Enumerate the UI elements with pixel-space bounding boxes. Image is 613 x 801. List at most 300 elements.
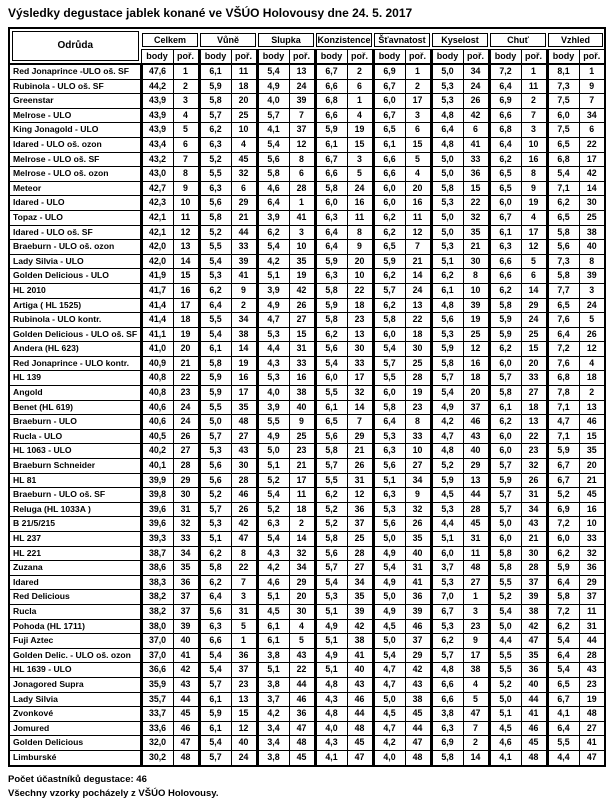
rank-cell: 20 xyxy=(579,459,605,474)
points-cell: 6,0 xyxy=(373,196,405,211)
rank-cell: 44 xyxy=(521,692,547,707)
points-cell: 5,0 xyxy=(431,210,463,225)
rank-cell: 47 xyxy=(463,707,489,722)
points-cell: 6,3 xyxy=(431,721,463,736)
table-row xyxy=(9,371,605,386)
points-cell: 5,5 xyxy=(489,648,521,663)
points-cell: 4,7 xyxy=(373,663,405,678)
variety-name: Golden Delicious - ULO oš. SF xyxy=(9,327,141,342)
rank-cell: 1 xyxy=(521,64,547,79)
rank-cell: 3 xyxy=(231,590,257,605)
rank-cell: 28 xyxy=(173,459,199,474)
points-cell: 5,9 xyxy=(547,561,579,576)
points-cell: 7,5 xyxy=(547,123,579,138)
points-cell: 6,0 xyxy=(373,181,405,196)
points-cell: 6,4 xyxy=(547,721,579,736)
points-cell: 5,0 xyxy=(431,152,463,167)
points-cell: 5,1 xyxy=(489,707,521,722)
rank-cell: 22 xyxy=(347,283,373,298)
points-cell: 7,5 xyxy=(547,94,579,109)
points-cell: 41,1 xyxy=(141,327,173,342)
variety-name: B 21/5/215 xyxy=(9,517,141,532)
points-cell: 5,7 xyxy=(199,502,231,517)
points-cell: 5,4 xyxy=(489,604,521,619)
variety-name: Braeburn - ULO oš. ozon xyxy=(9,240,141,255)
variety-name: Andera (HL 623) xyxy=(9,342,141,357)
points-cell: 6,0 xyxy=(373,327,405,342)
points-cell: 5,0 xyxy=(431,225,463,240)
rank-cell: 17 xyxy=(347,371,373,386)
rank-cell: 34 xyxy=(173,546,199,561)
rank-cell: 13 xyxy=(173,240,199,255)
subheader-points: body xyxy=(315,50,347,65)
rank-cell: 24 xyxy=(405,283,431,298)
points-cell: 5,0 xyxy=(373,692,405,707)
points-cell: 4,9 xyxy=(315,619,347,634)
points-cell: 47,6 xyxy=(141,64,173,79)
rank-cell: 7 xyxy=(579,94,605,109)
rank-cell: 23 xyxy=(347,313,373,328)
rank-cell: 18 xyxy=(347,298,373,313)
rank-cell: 2 xyxy=(289,517,315,532)
points-cell: 7,0 xyxy=(431,590,463,605)
table-row xyxy=(9,575,605,590)
rank-cell: 1 xyxy=(231,634,257,649)
table-row xyxy=(9,604,605,619)
table-row xyxy=(9,240,605,255)
points-cell: 4,6 xyxy=(489,736,521,751)
points-cell: 4,1 xyxy=(257,123,289,138)
rank-cell: 29 xyxy=(405,648,431,663)
points-cell: 4,9 xyxy=(257,429,289,444)
rank-cell: 35 xyxy=(173,561,199,576)
rank-cell: 30 xyxy=(521,546,547,561)
points-cell: 43,4 xyxy=(141,137,173,152)
points-cell: 32,0 xyxy=(141,736,173,751)
points-cell: 5,1 xyxy=(373,473,405,488)
points-cell: 6,9 xyxy=(373,64,405,79)
points-cell: 6,9 xyxy=(431,736,463,751)
rank-cell: 7 xyxy=(463,721,489,736)
points-cell: 5,3 xyxy=(431,327,463,342)
points-cell: 3,7 xyxy=(431,561,463,576)
points-cell: 6,5 xyxy=(373,240,405,255)
subheader-points: body xyxy=(431,50,463,65)
rank-cell: 42 xyxy=(289,283,315,298)
points-cell: 4,2 xyxy=(373,736,405,751)
rank-cell: 15 xyxy=(521,342,547,357)
points-cell: 5,4 xyxy=(199,663,231,678)
rank-cell: 29 xyxy=(173,473,199,488)
rank-cell: 40 xyxy=(463,444,489,459)
points-cell: 35,9 xyxy=(141,677,173,692)
points-cell: 5,0 xyxy=(373,590,405,605)
rank-cell: 23 xyxy=(521,444,547,459)
points-cell: 5,6 xyxy=(257,152,289,167)
points-cell: 5,5 xyxy=(373,371,405,386)
points-cell: 6,2 xyxy=(373,210,405,225)
rank-cell: 45 xyxy=(231,152,257,167)
rank-cell: 24 xyxy=(579,298,605,313)
points-cell: 5,5 xyxy=(257,415,289,430)
rank-cell: 23 xyxy=(405,400,431,415)
points-cell: 3,8 xyxy=(257,677,289,692)
rank-cell: 22 xyxy=(173,371,199,386)
points-cell: 6,3 xyxy=(199,619,231,634)
rank-cell: 12 xyxy=(405,225,431,240)
points-cell: 40,8 xyxy=(141,386,173,401)
rank-cell: 40 xyxy=(231,736,257,751)
points-cell: 5,4 xyxy=(315,575,347,590)
rank-cell: 32 xyxy=(521,459,547,474)
rank-cell: 46 xyxy=(231,488,257,503)
rank-cell: 34 xyxy=(579,108,605,123)
subheader-rank: poř. xyxy=(231,50,257,65)
group-header-label: Celkem xyxy=(142,33,198,47)
points-cell: 6,7 xyxy=(547,459,579,474)
rank-cell: 18 xyxy=(521,400,547,415)
points-cell: 41,0 xyxy=(141,342,173,357)
rank-cell: 25 xyxy=(521,327,547,342)
rank-cell: 45 xyxy=(463,517,489,532)
points-cell: 38,2 xyxy=(141,604,173,619)
variety-name: Red Jonaprince -ULO oš. SF xyxy=(9,64,141,79)
points-cell: 4,1 xyxy=(547,707,579,722)
points-cell: 40,5 xyxy=(141,429,173,444)
points-cell: 6,6 xyxy=(431,692,463,707)
points-cell: 5,6 xyxy=(373,517,405,532)
points-cell: 5,8 xyxy=(431,356,463,371)
points-cell: 6,1 xyxy=(315,137,347,152)
points-cell: 5,8 xyxy=(489,386,521,401)
points-cell: 5,2 xyxy=(431,459,463,474)
rank-cell: 19 xyxy=(173,327,199,342)
rank-cell: 27 xyxy=(347,561,373,576)
points-cell: 5,6 xyxy=(199,604,231,619)
rank-cell: 39 xyxy=(579,269,605,284)
points-cell: 4,3 xyxy=(315,692,347,707)
points-cell: 5,6 xyxy=(199,196,231,211)
rank-cell: 3 xyxy=(347,152,373,167)
rank-cell: 47 xyxy=(231,532,257,547)
points-cell: 4,9 xyxy=(315,648,347,663)
points-cell: 5,6 xyxy=(315,546,347,561)
rank-cell: 13 xyxy=(347,327,373,342)
rank-cell: 47 xyxy=(289,721,315,736)
rank-cell: 35 xyxy=(579,444,605,459)
points-cell: 6,4 xyxy=(199,298,231,313)
variety-name: Golden Delic. - ULO oš. ozon xyxy=(9,648,141,663)
rank-cell: 34 xyxy=(289,561,315,576)
points-cell: 6,4 xyxy=(489,137,521,152)
points-cell: 6,7 xyxy=(431,604,463,619)
subheader-points: body xyxy=(489,50,521,65)
points-cell: 42,1 xyxy=(141,225,173,240)
rank-cell: 34 xyxy=(231,313,257,328)
points-cell: 5,4 xyxy=(257,137,289,152)
rank-cell: 43 xyxy=(347,677,373,692)
points-cell: 5,2 xyxy=(199,152,231,167)
rank-cell: 30 xyxy=(347,342,373,357)
rank-cell: 37 xyxy=(173,590,199,605)
rank-cell: 37 xyxy=(289,123,315,138)
points-cell: 5,4 xyxy=(199,648,231,663)
rank-cell: 1 xyxy=(463,590,489,605)
rank-cell: 36 xyxy=(579,561,605,576)
points-cell: 5,3 xyxy=(431,619,463,634)
points-cell: 5,9 xyxy=(199,386,231,401)
table-row xyxy=(9,108,605,123)
variety-name: Melrose - ULO oš. SF xyxy=(9,152,141,167)
rank-cell: 18 xyxy=(173,313,199,328)
points-cell: 6,0 xyxy=(315,196,347,211)
group-header-label: Kyselost xyxy=(432,33,488,47)
rank-cell: 19 xyxy=(521,196,547,211)
rank-cell: 18 xyxy=(405,327,431,342)
table-row xyxy=(9,429,605,444)
rank-cell: 47 xyxy=(347,750,373,765)
rank-cell: 33 xyxy=(173,532,199,547)
table-row xyxy=(9,692,605,707)
rank-cell: 36 xyxy=(231,648,257,663)
points-cell: 5,1 xyxy=(257,459,289,474)
points-cell: 37,0 xyxy=(141,648,173,663)
points-cell: 5,5 xyxy=(199,167,231,182)
rank-cell: 32 xyxy=(289,546,315,561)
rank-cell: 37 xyxy=(173,604,199,619)
points-cell: 5,0 xyxy=(373,532,405,547)
rank-cell: 32 xyxy=(347,386,373,401)
points-cell: 3,9 xyxy=(257,210,289,225)
rank-cell: 42 xyxy=(579,167,605,182)
rank-cell: 26 xyxy=(173,429,199,444)
points-cell: 6,0 xyxy=(431,546,463,561)
points-cell: 5,8 xyxy=(489,298,521,313)
rank-cell: 8 xyxy=(405,415,431,430)
rank-cell: 4 xyxy=(579,356,605,371)
rank-cell: 17 xyxy=(463,648,489,663)
rank-cell: 7 xyxy=(289,108,315,123)
rank-cell: 8 xyxy=(347,225,373,240)
points-cell: 5,8 xyxy=(315,181,347,196)
points-cell: 6,2 xyxy=(315,488,347,503)
rank-cell: 22 xyxy=(231,561,257,576)
points-cell: 5,7 xyxy=(489,488,521,503)
rank-cell: 6 xyxy=(463,123,489,138)
table-row xyxy=(9,79,605,94)
points-cell: 6,2 xyxy=(431,269,463,284)
variety-name: HL 2010 xyxy=(9,283,141,298)
subheader-rank: poř. xyxy=(173,50,199,65)
rank-cell: 8 xyxy=(579,254,605,269)
points-cell: 5,8 xyxy=(315,444,347,459)
variety-name: Reluga (HL 1033A ) xyxy=(9,502,141,517)
points-cell: 39,6 xyxy=(141,517,173,532)
rank-cell: 16 xyxy=(405,196,431,211)
rank-cell: 9 xyxy=(347,240,373,255)
rank-cell: 10 xyxy=(521,137,547,152)
rank-cell: 9 xyxy=(405,488,431,503)
rank-cell: 25 xyxy=(231,108,257,123)
rank-cell: 39 xyxy=(405,604,431,619)
points-cell: 5,3 xyxy=(431,196,463,211)
rank-cell: 41 xyxy=(231,269,257,284)
table-row xyxy=(9,532,605,547)
points-cell: 5,4 xyxy=(373,648,405,663)
points-cell: 5,5 xyxy=(547,736,579,751)
points-cell: 6,1 xyxy=(257,634,289,649)
rank-cell: 7 xyxy=(347,415,373,430)
points-cell: 39,6 xyxy=(141,502,173,517)
points-cell: 5,8 xyxy=(547,590,579,605)
points-cell: 6,8 xyxy=(315,94,347,109)
group-header-label: Šťavnatost xyxy=(374,33,430,47)
rank-cell: 25 xyxy=(405,356,431,371)
rank-cell: 40 xyxy=(173,634,199,649)
rank-cell: 24 xyxy=(463,79,489,94)
rank-cell: 43 xyxy=(579,663,605,678)
rank-cell: 31 xyxy=(463,532,489,547)
group-header-6 xyxy=(431,28,489,50)
points-cell: 4,2 xyxy=(431,415,463,430)
rank-cell: 13 xyxy=(579,400,605,415)
rank-cell: 6 xyxy=(521,269,547,284)
rank-cell: 14 xyxy=(173,254,199,269)
points-cell: 5,0 xyxy=(199,415,231,430)
variety-name: Braeburn Schneider xyxy=(9,459,141,474)
table-row xyxy=(9,298,605,313)
points-cell: 4,7 xyxy=(431,429,463,444)
points-cell: 5,8 xyxy=(547,269,579,284)
rank-cell: 10 xyxy=(231,123,257,138)
rank-cell: 16 xyxy=(463,356,489,371)
rank-cell: 27 xyxy=(579,721,605,736)
rank-cell: 10 xyxy=(173,196,199,211)
points-cell: 5,9 xyxy=(315,254,347,269)
rank-cell: 30 xyxy=(231,459,257,474)
points-cell: 5,8 xyxy=(199,356,231,371)
points-cell: 6,3 xyxy=(373,488,405,503)
points-cell: 5,8 xyxy=(315,313,347,328)
points-cell: 6,1 xyxy=(489,400,521,415)
rank-cell: 46 xyxy=(463,415,489,430)
rank-cell: 34 xyxy=(463,64,489,79)
rank-cell: 27 xyxy=(463,575,489,590)
points-cell: 3,4 xyxy=(257,721,289,736)
rank-cell: 14 xyxy=(579,181,605,196)
rank-cell: 8 xyxy=(173,167,199,182)
rank-cell: 45 xyxy=(347,736,373,751)
table-row xyxy=(9,648,605,663)
variety-name: Red Delicious xyxy=(9,590,141,605)
points-cell: 5,3 xyxy=(431,94,463,109)
rank-cell: 46 xyxy=(173,721,199,736)
rank-cell: 43 xyxy=(405,677,431,692)
rank-cell: 7 xyxy=(231,575,257,590)
rank-cell: 3 xyxy=(173,94,199,109)
rank-cell: 36 xyxy=(289,707,315,722)
points-cell: 6,2 xyxy=(199,575,231,590)
group-header-1 xyxy=(141,28,199,50)
rank-cell: 22 xyxy=(289,663,315,678)
points-cell: 7,2 xyxy=(489,64,521,79)
table-row xyxy=(9,473,605,488)
rank-cell: 26 xyxy=(521,473,547,488)
points-cell: 6,1 xyxy=(199,342,231,357)
rank-cell: 15 xyxy=(173,269,199,284)
table-row xyxy=(9,750,605,765)
variety-name: Fuji Aztec xyxy=(9,634,141,649)
table-row xyxy=(9,181,605,196)
rank-cell: 37 xyxy=(521,575,547,590)
points-cell: 6,2 xyxy=(489,283,521,298)
points-cell: 4,8 xyxy=(431,137,463,152)
points-cell: 6,8 xyxy=(547,371,579,386)
rank-cell: 48 xyxy=(231,415,257,430)
rank-cell: 40 xyxy=(347,663,373,678)
points-cell: 5,0 xyxy=(373,634,405,649)
points-cell: 5,3 xyxy=(373,429,405,444)
points-cell: 5,9 xyxy=(373,254,405,269)
points-cell: 8,1 xyxy=(547,64,579,79)
points-cell: 33,7 xyxy=(141,707,173,722)
rank-cell: 16 xyxy=(231,371,257,386)
points-cell: 5,2 xyxy=(257,473,289,488)
table-row xyxy=(9,721,605,736)
points-cell: 4,0 xyxy=(257,94,289,109)
rank-cell: 26 xyxy=(347,459,373,474)
points-cell: 5,7 xyxy=(199,677,231,692)
rank-cell: 44 xyxy=(231,225,257,240)
points-cell: 5,8 xyxy=(257,167,289,182)
points-cell: 5,3 xyxy=(257,327,289,342)
points-cell: 4,6 xyxy=(257,181,289,196)
points-cell: 4,5 xyxy=(431,488,463,503)
points-cell: 3,8 xyxy=(257,648,289,663)
table-row xyxy=(9,342,605,357)
points-cell: 5,0 xyxy=(489,517,521,532)
points-cell: 40,2 xyxy=(141,444,173,459)
rank-cell: 21 xyxy=(405,254,431,269)
table-row xyxy=(9,736,605,751)
points-cell: 5,8 xyxy=(199,94,231,109)
points-cell: 7,2 xyxy=(547,342,579,357)
points-cell: 6,6 xyxy=(315,79,347,94)
rank-cell: 18 xyxy=(579,371,605,386)
rank-cell: 31 xyxy=(173,502,199,517)
points-cell: 5,8 xyxy=(315,532,347,547)
points-cell: 4,0 xyxy=(373,750,405,765)
variety-name: Idared - ULO oš. ozon xyxy=(9,137,141,152)
points-cell: 7,2 xyxy=(547,604,579,619)
rank-cell: 8 xyxy=(231,546,257,561)
table-row xyxy=(9,707,605,722)
points-cell: 6,3 xyxy=(315,210,347,225)
rank-cell: 3 xyxy=(579,283,605,298)
rank-cell: 30 xyxy=(579,196,605,211)
rank-cell: 27 xyxy=(521,386,547,401)
rank-cell: 29 xyxy=(579,575,605,590)
points-cell: 4,5 xyxy=(257,604,289,619)
points-cell: 5,3 xyxy=(315,590,347,605)
points-cell: 39,9 xyxy=(141,473,173,488)
points-cell: 5,8 xyxy=(431,181,463,196)
points-cell: 5,1 xyxy=(431,254,463,269)
variety-name: Greenstar xyxy=(9,94,141,109)
points-cell: 38,6 xyxy=(141,561,173,576)
rank-cell: 48 xyxy=(405,750,431,765)
rank-cell: 31 xyxy=(289,342,315,357)
